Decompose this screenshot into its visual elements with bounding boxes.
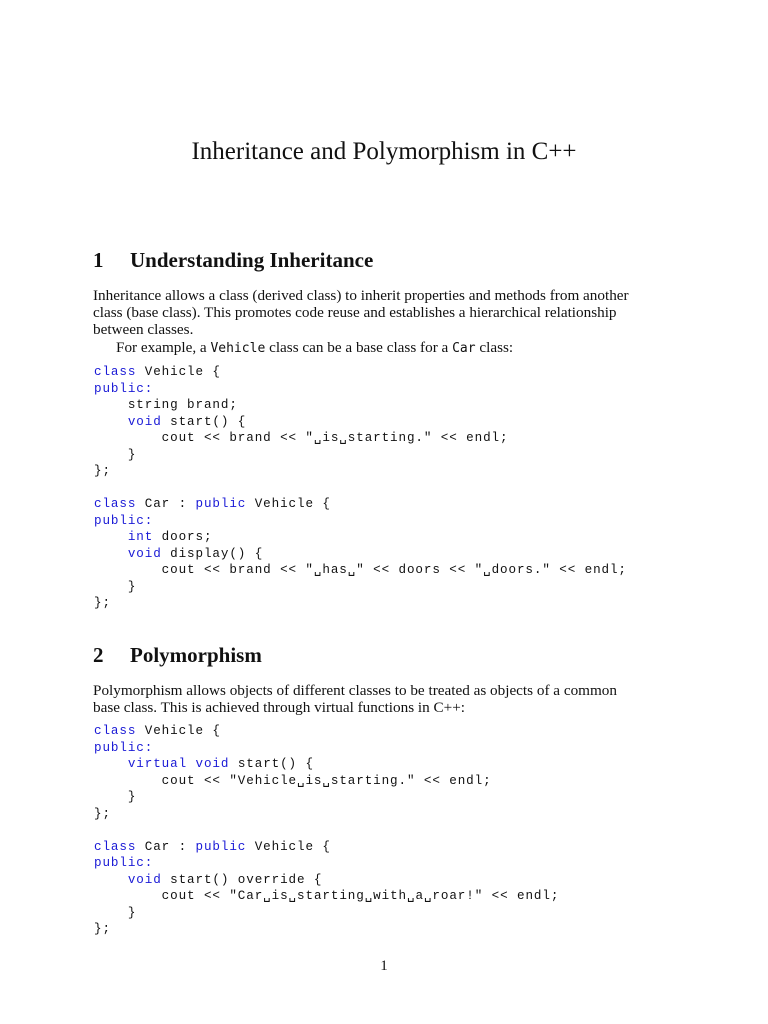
code-text (94, 415, 128, 429)
code-keyword: public (195, 839, 247, 854)
code-text: } (94, 447, 137, 462)
code-keyword: void (195, 757, 230, 771)
section-number: 1 (93, 248, 104, 272)
section-heading-1 (93, 248, 373, 273)
paragraph-line: between classes. (93, 321, 194, 339)
code-line (94, 431, 508, 445)
code-line (94, 774, 492, 788)
code-line (94, 497, 331, 511)
code-text: }; (94, 464, 111, 478)
code-text (94, 757, 128, 771)
section-2-paragraph (93, 682, 675, 716)
code-text: Vehicle { (136, 365, 221, 379)
code-line (94, 741, 153, 755)
code-line (94, 889, 559, 903)
code-keyword: public: (94, 856, 154, 870)
code-keyword: public: (94, 740, 154, 755)
code-line (94, 724, 221, 738)
code-text: cout << brand << "␣has␣" << doors << "␣doors." << endl; (94, 563, 627, 577)
section-1-paragraph (93, 287, 675, 357)
code-line (94, 807, 111, 821)
code-text: Car : (136, 497, 196, 511)
code-line (94, 856, 153, 870)
code-text (94, 530, 128, 544)
code-line (94, 840, 331, 854)
code-line (94, 530, 212, 544)
code-line (94, 415, 246, 429)
example-text: class can be a base class for a (265, 338, 453, 356)
section-title: Understanding Inheritance (130, 248, 374, 272)
code-line (94, 563, 627, 577)
code-text: start() { (161, 414, 247, 429)
code-line (94, 906, 136, 920)
inline-code-vehicle: Vehicle (210, 340, 266, 356)
code-text: string brand; (94, 398, 238, 412)
code-text: Car : (136, 839, 196, 854)
code-text: }; (94, 922, 111, 936)
example-text: class: (475, 338, 514, 356)
code-text: }; (94, 806, 111, 821)
code-keyword: class (94, 724, 137, 738)
code-block (94, 364, 627, 612)
code-line (94, 922, 111, 936)
code-line (94, 757, 314, 771)
code-keyword: int (127, 530, 154, 544)
code-keyword: class (94, 497, 137, 511)
inline-code-car: Car (452, 340, 476, 356)
paragraph-line: base class. This is achieved through virtual functions in C++: (93, 699, 466, 717)
code-line (94, 382, 153, 396)
code-text: }; (94, 596, 111, 610)
code-keyword: void (127, 872, 162, 887)
code-keyword: class (94, 839, 137, 854)
code-text: Vehicle { (246, 497, 331, 511)
paragraph-line: class (base class). This promotes code reuse and establishes a hierarchical relationship (93, 304, 617, 322)
document-title: Inheritance and Polymorphism in C++ (191, 138, 577, 165)
example-sentence (93, 339, 675, 357)
code-line (94, 398, 238, 412)
code-text: display() { (161, 546, 264, 561)
code-text (187, 757, 195, 771)
code-line (94, 365, 221, 379)
code-text (94, 547, 128, 561)
code-text: Vehicle { (246, 839, 331, 854)
code-text: } (94, 790, 137, 804)
code-text: start() { (229, 757, 314, 771)
section-title: Polymorphism (130, 643, 262, 667)
section-number: 2 (93, 643, 104, 667)
section-heading-2 (93, 643, 262, 668)
code-text (94, 873, 128, 887)
code-keyword: class (94, 365, 137, 379)
code-line (94, 596, 111, 610)
code-keyword: public: (94, 381, 154, 396)
code-text: } (94, 905, 137, 920)
code-keyword: public (195, 497, 247, 511)
example-text: For example, a (116, 338, 211, 356)
paragraph-line: Inheritance allows a class (derived class) to inherit properties and methods from another (93, 287, 629, 304)
code-line (94, 790, 136, 804)
code-keyword: virtual (127, 757, 188, 771)
code-line (94, 448, 136, 462)
code-keyword: public: (94, 513, 154, 528)
code-block (94, 723, 559, 938)
code-line (94, 514, 153, 528)
code-text: cout << "Vehicle␣is␣starting." << endl; (94, 773, 492, 788)
code-line (94, 580, 136, 594)
code-text: } (94, 579, 137, 594)
paragraph-line: Polymorphism allows objects of different classes to be treated as objects of a common (93, 682, 617, 699)
code-text: cout << brand << "␣is␣starting." << endl; (94, 431, 509, 445)
code-text: start() override { (161, 872, 323, 887)
page-number: 1 (380, 958, 388, 974)
code-keyword: void (127, 414, 162, 429)
code-line (94, 873, 322, 887)
code-text: Vehicle { (136, 724, 221, 738)
code-keyword: void (127, 546, 162, 561)
code-line (94, 547, 263, 561)
code-text: doors; (153, 530, 213, 544)
code-text: cout << "Car␣is␣starting␣with␣a␣roar!" << endl; (94, 889, 560, 903)
code-line (94, 464, 111, 478)
